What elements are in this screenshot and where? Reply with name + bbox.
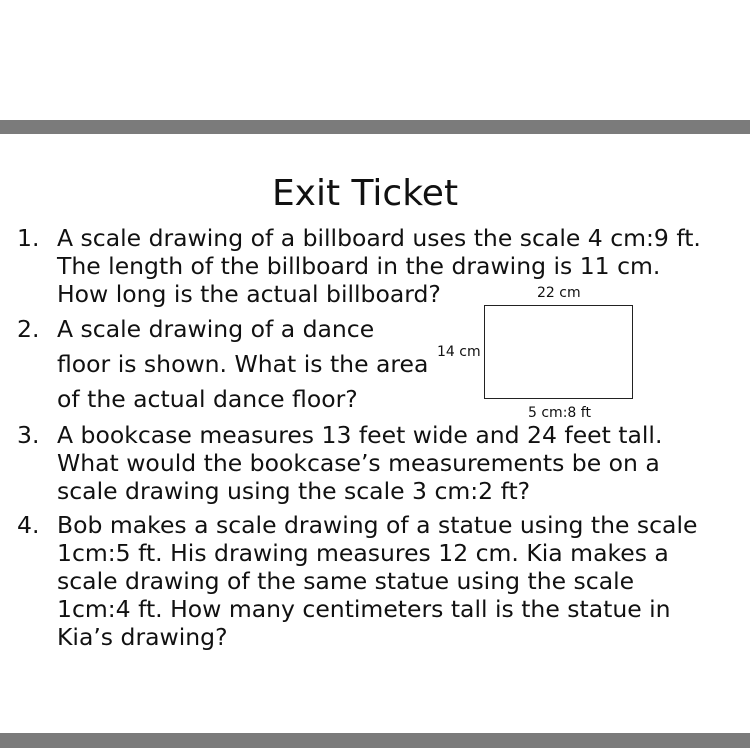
question-text-line: floor is shown. What is the area [57,350,429,378]
question-text-line: A scale drawing of a dance [57,315,375,343]
page-title: Exit Ticket [271,173,459,214]
question-text-line: How long is the actual billboard? [57,280,441,308]
question-text-line: 1cm:5 ft. His drawing measures 12 cm. Kia makes a [57,539,669,567]
question-number: 3. [17,421,40,449]
question-number: 4. [17,511,40,539]
question-text-line: Kia’s drawing? [57,623,228,651]
question-number: 1. [17,224,40,252]
question-text-line: A scale drawing of a billboard uses the scale 4 cm:9 ft. [57,224,701,252]
question-number: 2. [17,315,40,343]
question-text-line: of the actual dance floor? [57,385,358,413]
question-text-line: A bookcase measures 13 feet wide and 24 feet tall. [57,421,663,449]
question-text-line: Bob makes a scale drawing of a statue using the scale [57,511,698,539]
figure-height-label: 14 cm [437,344,481,360]
question-text-line: The length of the billboard in the drawing is 11 cm. [57,252,661,280]
dance-floor-rectangle [484,305,633,399]
question-text-line: scale drawing using the scale 3 cm:2 ft? [57,477,531,505]
top-divider-bar [0,120,750,134]
question-text-line: What would the bookcase’s measurements be on a [57,449,660,477]
bottom-divider-bar [0,733,750,748]
figure-scale-label: 5 cm:8 ft [528,405,591,421]
question-text-line: 1cm:4 ft. How many centimeters tall is the statue in [57,595,671,623]
figure-width-label: 22 cm [537,285,581,301]
question-text-line: scale drawing of the same statue using the scale [57,567,635,595]
